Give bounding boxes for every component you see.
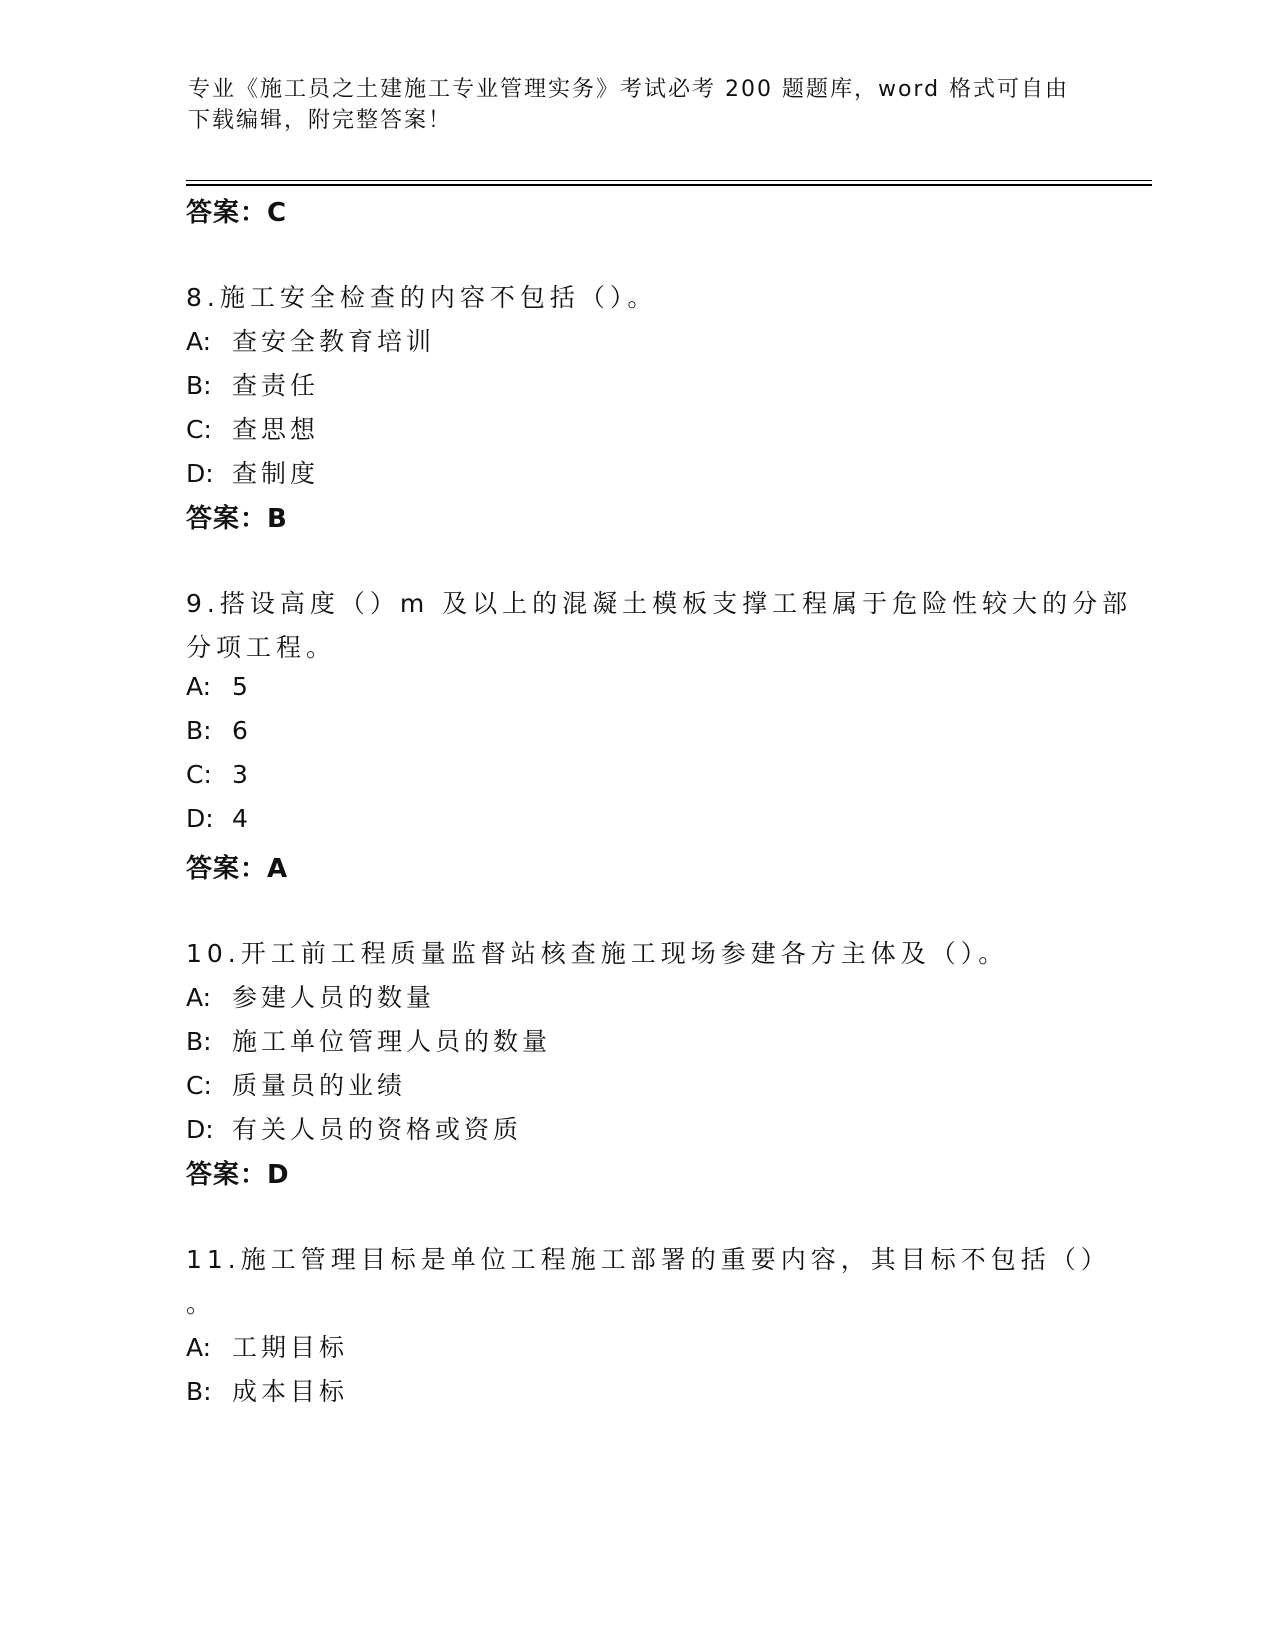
- option-key: A:: [186, 983, 212, 1012]
- answer-line: 答案：D: [186, 1160, 290, 1190]
- header-line-2: 下载编辑，附完整答案！: [188, 108, 453, 133]
- option-text: 查责任: [232, 371, 320, 400]
- option-key: C:: [186, 415, 212, 444]
- answer-line: 答案：B: [186, 504, 288, 534]
- option-text: 5: [232, 672, 252, 701]
- question-text-continued: 分项工程。: [186, 633, 337, 662]
- option-text: 6: [232, 716, 252, 745]
- option-key: C:: [186, 760, 212, 789]
- option-text: 4: [232, 804, 252, 833]
- option-b: [186, 1372, 348, 1408]
- option-a: [186, 1328, 348, 1364]
- option-text: 查安全教育培训: [232, 327, 436, 356]
- option-key: D:: [186, 459, 214, 488]
- option-key: B:: [186, 371, 212, 400]
- option-text: 查制度: [232, 459, 320, 488]
- option-text: 有关人员的资格或资质: [232, 1115, 523, 1144]
- option-c: [186, 760, 252, 789]
- option-d: [186, 1110, 522, 1146]
- option-key: D:: [186, 804, 214, 833]
- option-d: [186, 804, 252, 833]
- header-rule-thin: [186, 180, 1152, 181]
- option-key: B:: [186, 716, 212, 745]
- option-b: [186, 366, 319, 402]
- option-text: 成本目标: [232, 1377, 349, 1406]
- option-key: D:: [186, 1115, 214, 1144]
- option-text: 质量员的业绩: [232, 1071, 407, 1100]
- option-b: [186, 1022, 551, 1058]
- header-rule-thick: [186, 184, 1152, 186]
- option-a: [186, 978, 435, 1014]
- question-text: 11.施工管理目标是单位工程施工部署的重要内容，其目标不包括（）: [186, 1245, 1111, 1274]
- option-key: A:: [186, 1333, 212, 1362]
- option-a: [186, 322, 435, 358]
- option-a: [186, 672, 252, 701]
- document-header: [188, 74, 1088, 136]
- option-key: B:: [186, 1377, 212, 1406]
- question-text: 10.开工前工程质量监督站核查施工现场参建各方主体及（）。: [186, 939, 1009, 968]
- question-text: 9.搭设高度（）m 及以上的混凝土模板支撑工程属于危险性较大的分部: [186, 589, 1133, 618]
- option-text: 工期目标: [232, 1333, 349, 1362]
- option-d: [186, 454, 319, 490]
- option-c: [186, 1066, 406, 1102]
- option-c: [186, 410, 319, 446]
- option-key: C:: [186, 1071, 212, 1100]
- option-text: 参建人员的数量: [232, 983, 436, 1012]
- option-text: 3: [232, 760, 252, 789]
- option-text: 施工单位管理人员的数量: [232, 1027, 552, 1056]
- answer-line: 答案：A: [186, 854, 289, 884]
- option-key: A:: [186, 672, 212, 701]
- question-text-continued: 。: [186, 1289, 217, 1318]
- header-line-1: 专业《施工员之土建施工专业管理实务》考试必考 200 题题库，word 格式可自由: [188, 77, 1070, 102]
- option-key: A:: [186, 327, 212, 356]
- option-b: [186, 716, 252, 745]
- option-key: B:: [186, 1027, 212, 1056]
- answer-line: 答案：C: [186, 198, 288, 228]
- question-text: 8.施工安全检查的内容不包括（）。: [186, 283, 658, 312]
- option-text: 查思想: [232, 415, 320, 444]
